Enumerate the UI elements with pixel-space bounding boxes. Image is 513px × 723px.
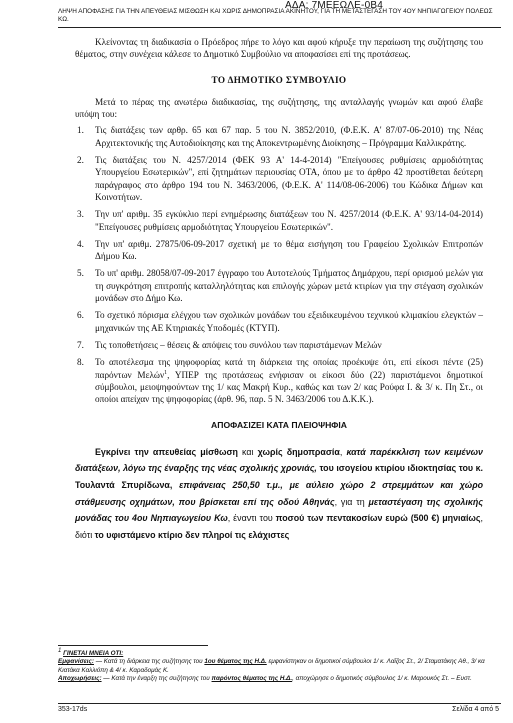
footnote-departures: Αποχωρήσεις: — Κατά την έναρξη της συζήτησης του παρόντος θέματος της Η.Δ., αποχώρησε ο δημοτικός σύμβουλος 1/ κ. Μαρουκός Στ. – Ευστ. — [58, 674, 472, 682]
document-subject-header: ΛΗΨΗ ΑΠΟΦΑΣΗΣ ΓΙΑ ΤΗΝ ΑΠΕΥΘΕΙΑΣ ΜΙΣΘΩΣΗ ΚΑΙ ΧΩΡΙΣ ΔΗΜΟΠΡΑΣΙΑ ΑΚΙΝΗΤΟΥ, ΓΙΑ ΤΗ ΜΕΤΑΣΤΕΓΑΣΗ ΤΟΥ 4ΟΥ ΝΗΠΙΑΓΩΓΕΙΟΥ ΠΟΛΕΩΣ ΚΩ. — [58, 8, 493, 23]
footer-divider — [58, 703, 501, 704]
decision-paragraph: Εγκρίνει την απευθείας μίσθωση και χωρίς δημοπρασία, κατά παρέκκλιση των κειμένων διατάξεων, λόγω της έναρξης της νέας σχολικής χρονιάς, του ισογείου κτιρίου ιδιοκτησίας του κ. Τουλαντά Σπυρίδωνα, επιφάνειας 250,50 τ.μ., με αύλειο χώρο 2 στρεμμάτων και χώρο στάθμευσης οχημάτων, που βρίσκεται επί της οδού Αθηνάς, για τη μεταστέγαση της σχολικής μονάδας του 4ου Νηπιαγωγείου Κω, έναντι του ποσού των πεντακοσίων ευρώ (500 €) μηνιαίως, διότι το υφιστάμενο κτίριο δεν πληροί τις ελάχιστες — [75, 446, 484, 540]
decision-heading: ΑΠΟΦΑΣΙΖΕΙ ΚΑΤΑ ΠΛΕΙΟΨΗΦΙΑ — [211, 420, 347, 431]
footnote-appearances: Εμφανίσεις: — Κατά τη διάρκεια της συζήτησης του 1ου θέματος της Η.Δ. εμφανίστηκαν οι δημοτικοί σύμβουλοι 1/ κ. Λαΐζος Στ., 2/ Σταματάκης Αθ., 3/ κα Κιατάκα Καλλιόπη & 4/ κ. Καραδομάς Κ. — [58, 658, 485, 674]
considerations-list — [75, 124, 483, 405]
list-item: 7. Τις τοποθετήσεις – θέσεις & απόψεις του συνόλου των παριστάμενων Μελών — [77, 339, 382, 350]
page-number: Σελίδα 4 από 5 — [452, 706, 499, 713]
preamble-paragraph: Μετά το πέρας της ανωτέρω διαδικασίας, της συζήτησης, της ανταλλαγής γνωμών και αφού έλαβε υπόψη του: — [75, 96, 483, 120]
footnote-title: $^1$ ΓΙΝΕΤΑΙ ΜΝΕΙΑ ΟΤΙ: — [58, 647, 124, 657]
intro-paragraph: Κλείνοντας τη διαδικασία ο Πρόεδρος πήρε το λόγο και αφού κήρυξε την περαίωση της συζήτησης του θέματος, στην συνέχεια κάλεσε το Δημοτικό Συμβούλιο να αποφασίσει επί της προτάσεως. — [75, 37, 483, 60]
council-heading: ΤΟ ΔΗΜΟΤΙΚΟ ΣΥΜΒΟΥΛΙΟ — [211, 74, 347, 85]
list-item: 4. Την υπ' αριθμ. 27875/06-09-2017 σχετική με το θέμα εισήγηση του Γραφείου Σχολικών Επιτροπών Δήμου Κω. — [77, 238, 483, 262]
footnote-marker: 1 — [164, 369, 168, 376]
footnote — [58, 647, 498, 683]
list-item: 1. Τις διατάξεις των αρθρ. 65 και 67 παρ. 5 του Ν. 3852/2010, (Φ.Ε.Κ. Α' 87/07-06-2010) της Νέας Αρχιτεκτονικής της Αυτοδιοίκησης και της Αποκεντρωμένης Διοίκησης – Πρόγραμμα Καλλικράτης. — [77, 125, 483, 148]
document-code: 353-17ds — [58, 706, 88, 713]
list-item: 2. Τις διατάξεις του Ν. 4257/2014 (ΦΕΚ 93 Α' 14-4-2014) "Επείγουσες ρυθμίσεις αρμοδιότητας Υπουργείου Εσωτερικών", επί ζητημάτων περιουσίας ΟΤΑ, όπου με το άρθρο 42 προστίθεται δεύτερη παράγραφος στο άρθρο 194 του Ν. 3463/2006, (Φ.Ε.Κ. Α' 114/08-06-2006) του Κώδικα Δήμων και Κοινοτήτων. — [77, 155, 483, 202]
header-divider — [58, 27, 501, 28]
list-item: 3. Την υπ' αριθμ. 35 εγκύκλιο περί ενημέρωσης διατάξεων του Ν. 4257/2014 (Φ.Ε.Κ. Α' 93/14-04-2014) "Επείγουσες ρυθμίσεις αρμοδιότητας Υπουργείου Εσωτερικών". — [77, 209, 483, 232]
ada-code: ΑΔΑ: 7ΜΕΕΩΛΕ-0Β4 — [285, 0, 383, 11]
list-item: 6. Το σχετικό πόρισμα ελέγχου των σχολικών μονάδων του εξειδικευμένου τεχνικού κλιμακίου ελεγκτών – μηχανικών της ΑΕ Κτηριακές Υποδομές (ΚΤΥΠ). — [77, 310, 483, 333]
list-item: 8. Το αποτέλεσμα της ψηφοφορίας κατά τη διάρκεια της οποίας προέκυψε ότι, επί είκοσι πέντε (25) παρόντων Μελών$^1$, ΥΠΕΡ της προτάσεως ενήφισαν οι είκοσι δύο (22) παριστάμενοι δημοτικοί σύμβουλοι, μειοψηφούντων της 1/ κας Μακρή Κυρ., καθώς και των 2/ κας Ρούφα Ι. & 3/ κ. Πη Στ., οι οποίοι απείχαν της ψηφοφορίας (άρθ. 96, παρ. 5 Ν. 3463/2006 του Δ.Κ.Κ.). — [77, 357, 483, 405]
list-item: 5. Το υπ' αριθμ. 28058/07-09-2017 έγγραφο του Αυτοτελούς Τμήματος Δημάρχου, περί ορισμού μελών για τη συγκρότηση επιτροπής καταλληλότητας και επιλογής χώρων μετά κτιρίων για την στέγαση σχολικών μονάδων στο Δήμο Κω. — [77, 268, 483, 304]
footnote-divider — [58, 645, 208, 646]
document-body — [75, 36, 483, 543]
